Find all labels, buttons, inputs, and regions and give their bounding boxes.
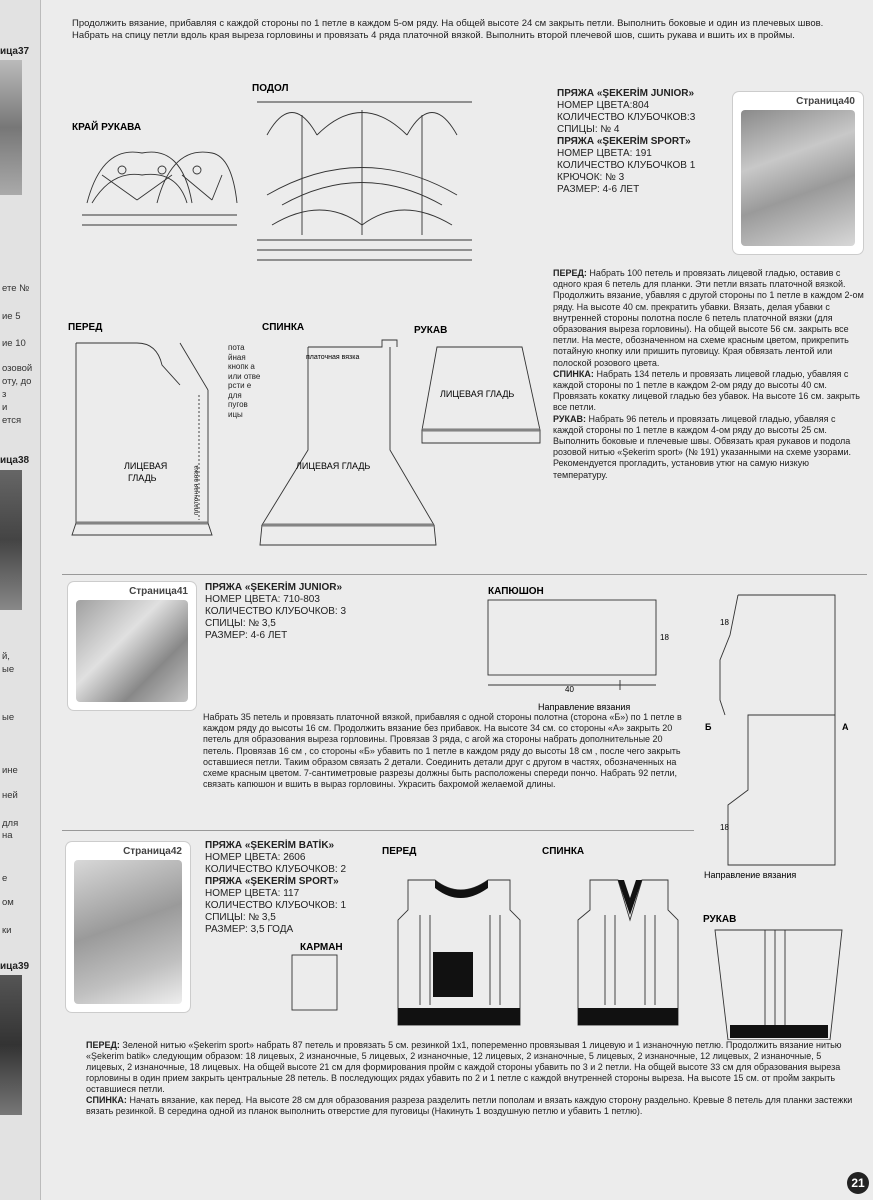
pocket-block [433, 952, 473, 997]
yarn-line: КОЛИЧЕСТВО КЛУБОЧКОВ:3 [557, 112, 696, 123]
yarn-line: ПРЯЖА «ŞEKERİM BATİK» [205, 840, 335, 851]
fragment-text: оту, до [2, 376, 32, 387]
front-instructions: ПЕРЕД: Набрать 100 петель и провязать лицевой гладью, оставив с одного края 6 петель для планки. Эти петли вязать платочной вязкой. Продолжить вязание, убавляя с другой стороны по 1 петле в каждом 2-ом ряду. На высоте 40 см. прекратить убавки. Вязать, делая убавки с внутренней стороны полотна после 6 петель платочной вязки (для образования выреза горловины). На общей высоте 56 см. закрыть все петли. На месте, обозначенном на схеме красным цветом, прикрепить потайную кнопку или пришить пуговицу. Края обвязать лентой или полоской розового цвета. [553, 268, 864, 368]
vest-front-instructions: ПЕРЕД: Зеленой нитью «Şekerim sport» набрать 87 петель и провязать 5 см. резинкой 1х1, попеременно провязывая 1 лицевую и 1 изнаночную петлю. Продолжить вязание нитью «Şekerim batik» следующим образом: 18 лицевых, 2 изнаночные, 5 лицевых, 2 изнаночные, 12 лицевых, 2 изнаночные, 5 лицевых, 2 изнаночные, 12 лицевых, 2 изнаночные, 5 лицевых, 2 изнаночные, 18 лицевых. На общей высоте 21 см для формирования пройм с каждой стороны убавить по 3 и 2 петли. На общей высоте 33 см для образования выреза горловины в один прием закрыть центральные 28 петель. В последующих рядах убавить по 2 и 1 петле с каждой внутренней стороны выреза. На высоте 15 см. от пройм закрыть оставшиеся петли. [86, 1040, 842, 1094]
hood-width: 40 [565, 685, 574, 694]
previous-photo-3 [0, 975, 22, 1115]
side-a-marker: А [842, 722, 849, 732]
hood-label: КАПЮШОН [488, 586, 544, 597]
front-vest-label: ПЕРЕД [382, 846, 417, 857]
fragment-text: и [2, 402, 8, 413]
fragment-text: ки [2, 925, 12, 936]
fragment-text: з [2, 389, 7, 400]
vest-sleeve-diagram [715, 930, 842, 1040]
hood-diagram [488, 600, 656, 675]
yarn-line: СПИЦЫ: № 3,5 [205, 912, 276, 923]
yarn-line: НОМЕР ЦВЕТА:804 [557, 100, 650, 111]
hem-label: ПОДОЛ [252, 83, 289, 94]
poncho-diagram [720, 595, 835, 865]
front-stockinette-line2: ГЛАДЬ [128, 473, 157, 483]
section1-instructions [553, 268, 865, 481]
previous-photo-1 [0, 60, 22, 195]
yarn-line: ПРЯЖА «ŞEKERİM SPORT» [557, 136, 691, 147]
back-pattern [260, 340, 436, 545]
sleeve-cuff [730, 1025, 828, 1038]
poncho-dim: 18 [720, 823, 729, 832]
fragment-text: на [2, 830, 13, 841]
hood-direction: Направление вязания [538, 702, 631, 712]
sleeve-edge-chart [82, 152, 237, 225]
section1-diagrams [62, 75, 552, 575]
hood-height: 18 [660, 633, 669, 642]
yarn-line: СПИЦЫ: № 4 [557, 124, 620, 135]
fragment-text: ине [2, 765, 18, 776]
fragment-text: ом [2, 897, 14, 908]
poncho-dim: 18 [720, 618, 729, 627]
vest-back-instructions: СПИНКА: Начать вязание, как перед. На высоте 28 см для образования разреза разделить петли пополам и вязать каждую сторону раздельно. Кревые 8 петель для планки застежки вязать резинкой. В середина одной из планок выполнить отверстие для пуговицы (Накинуть 1 воздушную петлю и убавить 1 петлю). [86, 1095, 853, 1116]
fragment-text: ые [2, 664, 15, 675]
pocket-label: КАРМАН [300, 942, 343, 953]
photo-label: Страница42 [123, 846, 182, 857]
yarn-line: НОМЕР ЦВЕТА: 191 [557, 148, 652, 159]
photo-page40 [733, 92, 863, 254]
fragment-text: ней [2, 790, 18, 801]
yarn-line: КОЛИЧЕСТВО КЛУБОЧКОВ: 3 [205, 606, 347, 617]
child-photo [76, 600, 188, 702]
yarn-line: КРЮЧОК: № 3 [557, 172, 625, 183]
yarn-line: РАЗМЕР: 4-6 ЛЕТ [205, 630, 288, 641]
photo-page42 [66, 842, 190, 1012]
page-tab-38: ица38 [0, 455, 30, 466]
hem-chart [257, 102, 472, 260]
sleeve-stockinette-label: ЛИЦЕВАЯ ГЛАДЬ [440, 389, 515, 399]
child-photo [74, 860, 182, 1004]
yarn-line: СПИЦЫ: № 3,5 [205, 618, 276, 629]
top-paragraph: Продолжить вязание, прибавляя с каждой стороны по 1 петле в каждом 5-ом ряду. На общей высоте 24 см закрыть петли. Выполнить боковые и один из плечевых швов. Набрать на спицу петли вдоль края выреза горловины и провязать 4 ряда платочной вязкой. Выполнить второй плечевой шов, сшить рукава и вшить их в проймы. [72, 18, 824, 41]
sleeve-edge-label: КРАЙ РУКАВА [72, 122, 142, 133]
yarn-line: КОЛИЧЕСТВО КЛУБОЧКОВ: 2 [205, 864, 347, 875]
fragment-text: ие 10 [2, 338, 26, 349]
sleeve-instructions: РУКАВ: Набрать 96 петель и провязать лицевой гладью, убавляя с каждой стороны по 1 петле в каждом 4-ом ряду до высоты 25 см. Выполнить боковые и плечевые швы. Обвязать края рукавов и подола розовой нитью «Şekerim sport» (№ 191) указанными на схеме узорами. Рекомендуется прогладить, установив утюг на самую низкую температуру. [553, 413, 852, 480]
yarn-line: НОМЕР ЦВЕТА: 117 [205, 888, 300, 899]
pocket-diagram [292, 955, 337, 1010]
back-ribbing [578, 1008, 678, 1025]
section3-instructions [86, 1040, 856, 1117]
yarn-line: НОМЕР ЦВЕТА: 710-803 [205, 594, 320, 605]
section3-diagrams [220, 840, 873, 1040]
back-garter-label: платочная вязка [306, 354, 360, 361]
front-diagram-label: ПЕРЕД [68, 322, 103, 333]
front-pattern [72, 343, 212, 535]
page-number: 21 [847, 1172, 869, 1194]
front-garter-label: платочная вязка [193, 465, 200, 515]
fragment-text: ие 5 [2, 311, 21, 322]
sleeve-diagram-label: РУКАВ [414, 325, 448, 336]
vest-sleeve-label: РУКАВ [703, 914, 737, 925]
side-b-marker: Б [705, 722, 712, 732]
yarn-line: КОЛИЧЕСТВО КЛУБОЧКОВ 1 [557, 160, 696, 171]
front-ribbing [398, 1008, 520, 1025]
page-tab-37: ица37 [0, 46, 30, 57]
fragment-text: й, [2, 651, 10, 662]
yarn-line: ПРЯЖА «ŞEKERİM JUNIOR» [557, 88, 695, 99]
back-vest-label: СПИНКА [542, 846, 585, 857]
hidden-button-note: пота йная кнопк а или отве рсти е для пугов ицы [228, 343, 261, 419]
previous-page-strip [0, 0, 41, 1200]
fragment-text: для [2, 818, 19, 829]
fragment-text: озовой [2, 363, 33, 374]
back-stockinette-label: ЛИЦЕВАЯ ГЛАДЬ [296, 461, 371, 471]
photo-page41 [68, 582, 196, 710]
fragment-text: е [2, 873, 8, 884]
yarn-line: ПРЯЖА «ŞEKERİM JUNIOR» [205, 582, 343, 593]
section2-yarn-specs [205, 582, 385, 642]
back-diagram-label: СПИНКА [262, 322, 305, 333]
yarn-line: НОМЕР ЦВЕТА: 2606 [205, 852, 306, 863]
photo-label: Страница41 [129, 586, 188, 597]
previous-photo-2 [0, 470, 22, 610]
yarn-line: РАЗМЕР: 3,5 ГОДА [205, 924, 294, 935]
yarn-line: ПРЯЖА «ŞEKERİM SPORT» [205, 876, 339, 887]
yarn-line: РАЗМЕР: 4-6 ЛЕТ [557, 184, 640, 195]
yarn-line: КОЛИЧЕСТВО КЛУБОЧКОВ: 1 [205, 900, 347, 911]
section1-yarn-specs [557, 88, 727, 196]
back-instructions: СПИНКА: Набрать 134 петель и провязать лицевой гладью, убавляя с каждой стороны по 1 петле в каждом 2-ом ряду до высоты 40 см. Провязать кокатку лицевой гладью без убавок. На высоте 16 см. закрыть все петли. [553, 368, 860, 413]
fragment-text: ете № [2, 283, 30, 294]
child-photo [741, 110, 855, 246]
fragment-text: ется [2, 415, 22, 426]
page-tab-39: ица39 [0, 961, 30, 972]
poncho-direction: Направление вязания [704, 870, 797, 880]
front-stockinette-line1: ЛИЦЕВАЯ [124, 461, 168, 471]
section-divider [62, 574, 867, 575]
section-divider [62, 830, 694, 831]
photo-label: Страница40 [796, 96, 855, 107]
section2-instructions: Набрать 35 петель и провязать платочной вязкой, прибавляя с одной стороны полотна (сторона «Б») по 1 петле в каждом ряду до высоты 16 см. Продолжить вязание без прибавок. На высоте 34 см. со стороны «А» закрыть 20 петель для образования выреза горловины. Провязав 3 ряда, с агой жа стороны набрать дополнительные 20 петель. Провязав 16 см , со стороны «Б» убавить по 1 петле в каждом ряду до высоты 18 см , после чего закрыть оставшиеся петли. Таким образом связать 2 детали. Соединить детали друг с другом в частях, обозначенных на схеме красным цветом. 7-сантиметровые разрезы должны быть расположены спереди пончо. Набрать 92 петли, связать капюшон и вшить в выраз горловины. Украсить бахромой желаемой длины. [203, 712, 682, 790]
fragment-text: ые [2, 712, 15, 723]
